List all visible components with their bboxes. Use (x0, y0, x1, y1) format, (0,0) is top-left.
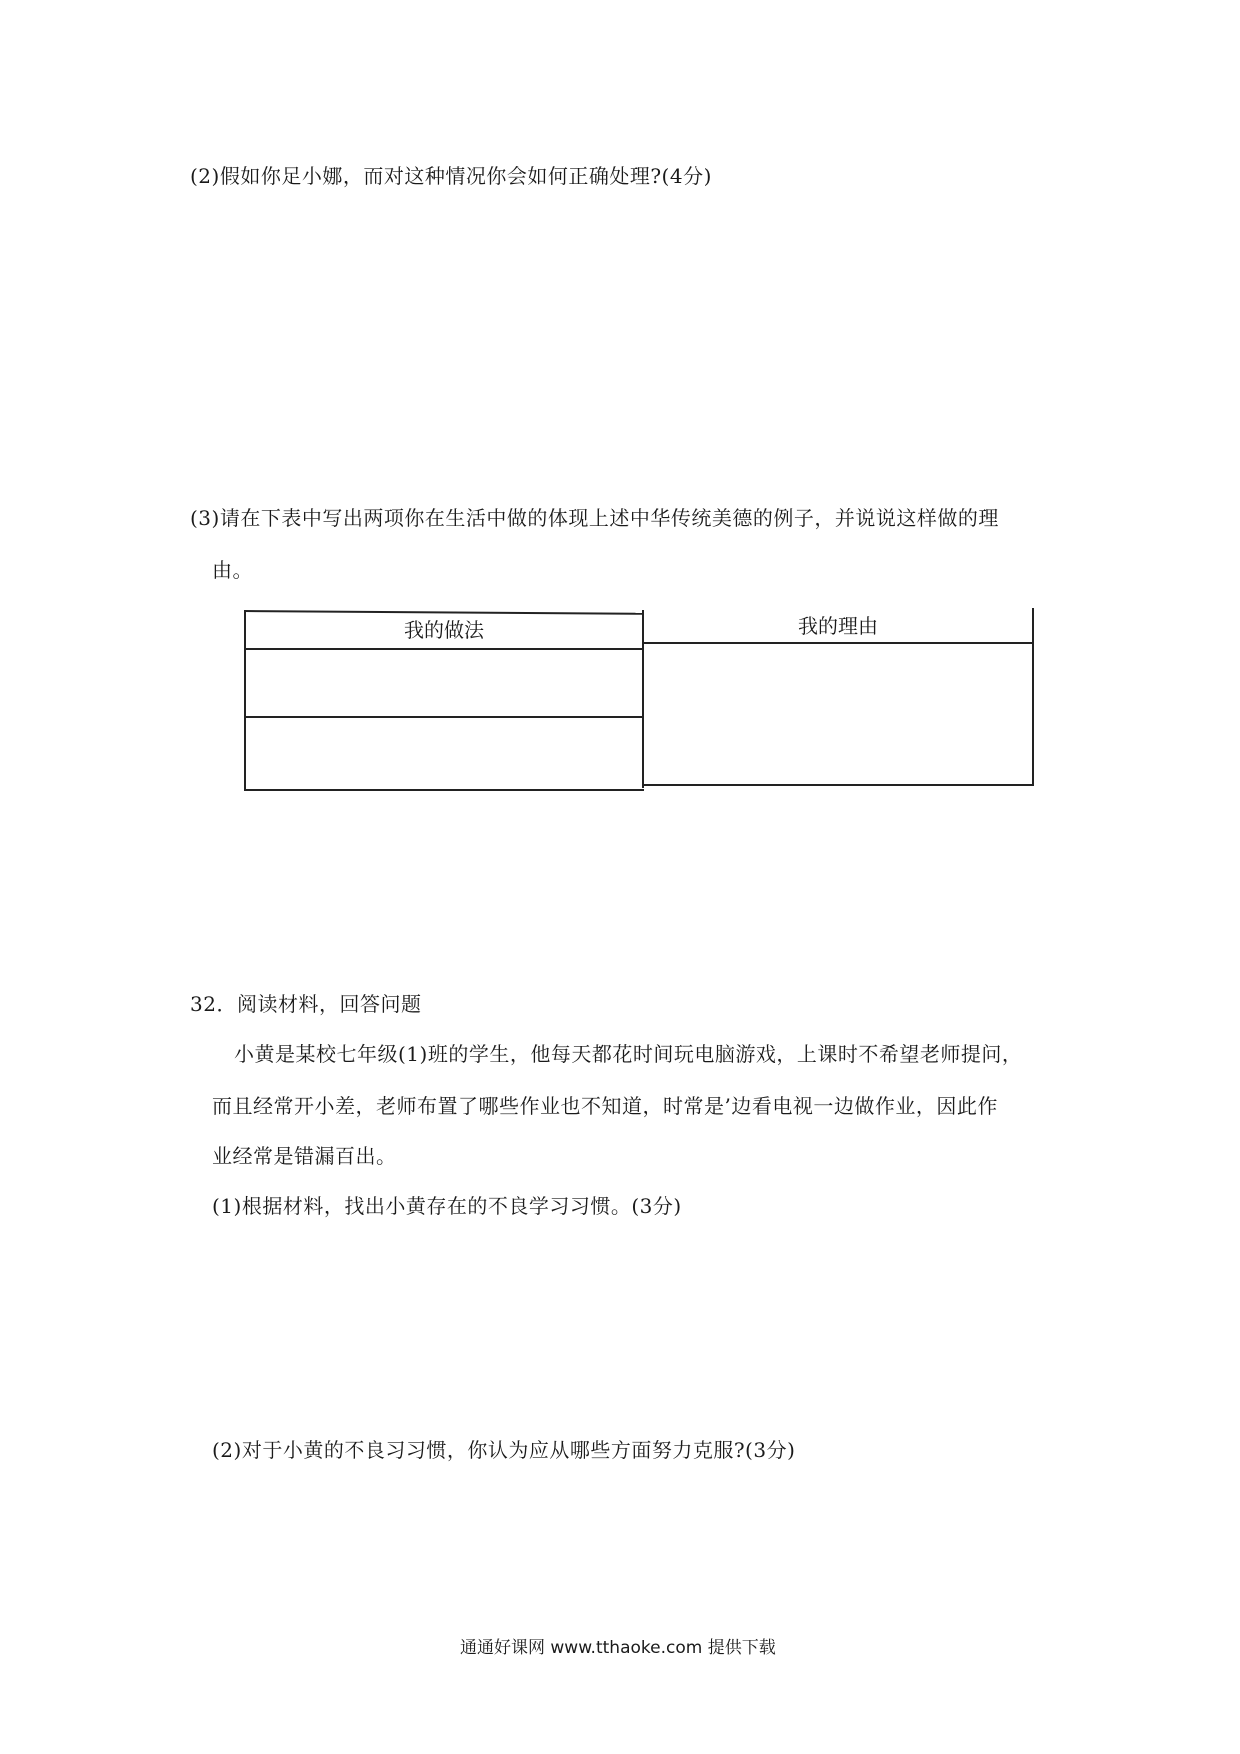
q32-material-line3: 业经常是错漏百出。 (212, 1144, 397, 1168)
table-bottom-border-left (244, 789, 644, 791)
table-bottom-border-right (642, 784, 1034, 786)
q32-sub1-prompt: (1)根据材料，找出小黄存在的不良学习习惯。(3分) (212, 1194, 682, 1218)
q31-sub2-prompt: (2)假如你足小娜，而对这种情况你会如何正确处理?(4分) (190, 164, 712, 188)
q31-sub3-prompt-line2: 由。 (212, 558, 253, 582)
table-cell-practice-1[interactable] (246, 650, 642, 716)
table-cell-reason[interactable] (644, 644, 1032, 784)
q31-sub3-prompt-line1: (3)请在下表中写出两项你在生活中做的体现上述中华传统美德的例子，并说说这样做的理 (190, 506, 999, 530)
table-right-border (1032, 608, 1034, 784)
q32-title: 32．阅读材料，回答问题 (190, 992, 422, 1016)
q32-material-line1: 小黄是某校七年级(1)班的学生，他每天都花时间玩电脑游戏，上课时不希望老师提问， (234, 1042, 1023, 1066)
table-header-my-practice: 我的做法 (404, 618, 484, 642)
table-cell-practice-2[interactable] (246, 718, 642, 788)
table-header-my-reason: 我的理由 (798, 614, 878, 638)
q32-material-line2: 而且经常开小差，老师布置了哪些作业也不知道，时常是’边看电视一边做作业，因此作 (212, 1094, 998, 1118)
table-top-border-left (244, 610, 644, 615)
q32-sub2-prompt: (2)对于小黄的不良习习惯，你认为应从哪些方面努力克服?(3分) (212, 1438, 796, 1462)
footer-source-text: 通通好课网 www.tthaoke.com 提供下载 (460, 1638, 776, 1658)
